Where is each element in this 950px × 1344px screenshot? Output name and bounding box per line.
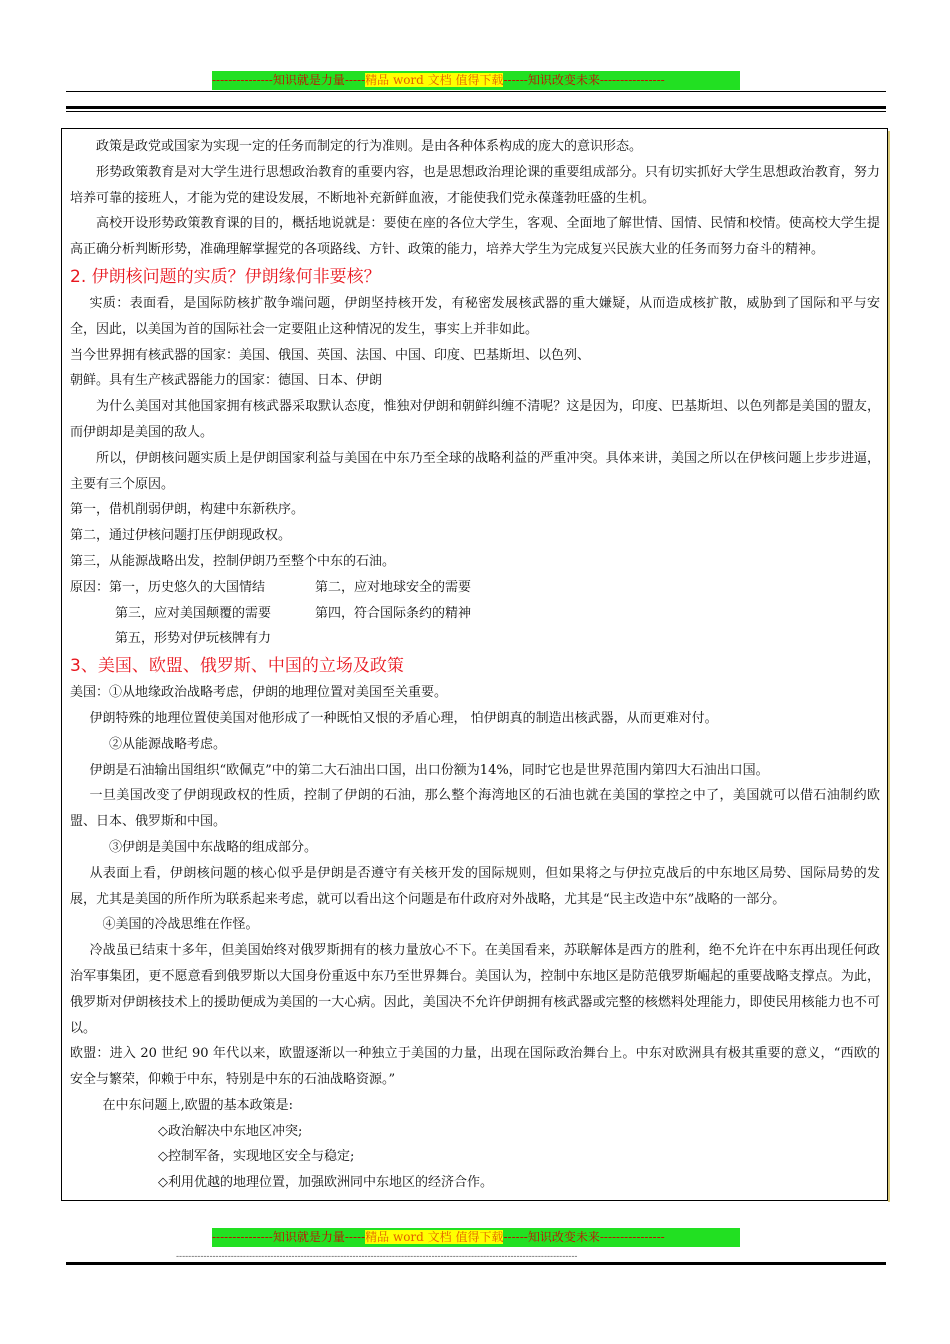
banner-dashes: ------ (503, 1230, 528, 1244)
policy-item: ◇政治解决中东地区冲突; (158, 1123, 303, 1139)
paragraph: 从表面上看，伊朗核问题的核心似乎是伊朗是否遵守有关核开发的国际规则，但如果将之与伊拉克战后的中东地区局势、国际局势的发展，尤其是美国的所作所为联系起来考虑，就可以看出这个问题是布什政府对外战略，尤其是“民主改造中东”战略的一部分。 (70, 865, 880, 907)
paragraph: ④美国的冷战思维在作怪。 (102, 917, 259, 933)
paragraph: 实质：表面看，是国际防核扩散争端问题，伊朗坚持核开发，有秘密发展核武器的重大嫌疑，从而造成核扩散，威胁到了国际和平与安全，因此，以美国为首的国际社会一定要阻止这种情况的发生，事实上并非如此。 (70, 295, 880, 337)
paragraph: 冷战虽已结束十多年，但美国始终对俄罗斯拥有的核力量放心不下。在美国看来，苏联解体是西方的胜利，绝不允许在中东再出现任何政治军事集团，更不愿意看到俄罗斯以大国身份重返中东乃至世界舞台。美国认为，控制中东地区是防范俄罗斯崛起的重要战略支撑点。为此，俄罗斯对伊朗核技术上的援助便成为美国的一大心病。因此，美国决不允许伊朗拥有核武器或完整的核燃料处理能力，即使民用核能力也不可以。 (70, 943, 880, 1036)
paragraph: 第三，从能源战略出发，控制伊朗乃至整个中东的石油。 (70, 553, 396, 569)
reason-row (70, 601, 880, 627)
reason-item: 第二，应对地球安全的需要 (315, 579, 472, 595)
reason-item: 第三，应对美国颠覆的需要 (115, 605, 272, 621)
paragraph: 第二，通过伊核问题打压伊朗现政权。 (70, 528, 292, 544)
paragraph: ③伊朗是美国中东战略的组成部分。 (109, 839, 318, 855)
footer-dashes: ------------------------------------------------------------------------------------------------------------------------------------ (176, 1252, 578, 1262)
paragraph: 第一，借机削弱伊朗，构建中东新秩序。 (70, 502, 305, 518)
section-heading-2: 2. 伊朗核问题的实质？伊朗缘何非要核？ (70, 266, 381, 287)
banner-dashes: ---------------- (599, 73, 665, 87)
paragraph: 美国：①从地缘政治战略考虑，伊朗的地理位置对美国至关重要。 (70, 685, 448, 701)
banner-dashes: ----- (344, 73, 366, 87)
reason-row (70, 575, 880, 601)
paragraph: 政策是政党或国家为实现一定的任务而制定的行为准则。是由各种体系构成的庞大的意识形态。 (96, 139, 643, 154)
header-rule (66, 91, 886, 92)
banner-dashes: ---------------- (599, 1230, 665, 1244)
paragraph: 朝鲜。具有生产核武器能力的国家：德国、日本、伊朗 (70, 373, 383, 389)
paragraph: 形势政策教育是对大学生进行思想政治教育的重要内容，也是思想政治理论课的重要组成部分。只有切实抓好大学生思想政治教育，努力培养可靠的接班人，才能为党的建设发展，不断地补充新鲜血液，才能使我们党永葆蓬勃旺盛的生机。 (70, 164, 880, 206)
policy-item: ◇控制军备，实现地区安全与稳定; (158, 1149, 355, 1165)
banner-text-download: 精品 word 文档 值得下载 (365, 73, 504, 87)
paragraph: 在中东问题上,欧盟的基本政策是: (102, 1097, 294, 1113)
header-rule-double (66, 111, 886, 112)
reason-item: 原因：第一，历史悠久的大国情结 (70, 579, 266, 595)
section-heading-3: 3、美国、欧盟、俄罗斯、中国的立场及政策 (70, 656, 404, 677)
paragraph: 为什么美国对其他国家拥有核武器采取默认态度，惟独对伊朗和朝鲜纠缠不清呢？这是因为，印度、巴基斯坦、以色列都是美国的盟友，而伊朗却是美国的敌人。 (70, 399, 880, 440)
document-body (70, 134, 880, 1196)
banner-text-power: 知识就是力量 (272, 1230, 345, 1244)
banner-dashes: --------------- (212, 73, 273, 87)
paragraph: 高校开设形势政策教育课的目的，概括地说就是：要使在座的各位大学生，客观、全面地了解世情、国情、民情和校情。使高校大学生提高正确分析判断形势，准确理解掌握党的各项路线、方针、政策的能力，培养大学生为完成复兴民族大业的任务而努力奋斗的精神。 (70, 216, 880, 258)
paragraph: 所以，伊朗核问题实质上是伊朗国家利益与美国在中东乃至全球的战略利益的严重冲突。具体来讲，美国之所以在伊核问题上步步进逼，主要有三个原因。 (70, 450, 880, 492)
banner-text-future: 知识改变未来 (527, 73, 600, 87)
header-rule-double (66, 106, 886, 109)
banner-text-download: 精品 word 文档 值得下载 (365, 1230, 504, 1244)
banner-dashes: --------------- (212, 1230, 273, 1244)
paragraph: 伊朗特殊的地理位置使美国对他形成了一种既怕又恨的矛盾心理， 怕伊朗真的制造出核武器，从而更难对付。 (89, 710, 718, 726)
paragraph: ②从能源战略考虑。 (109, 736, 227, 752)
banner-text-future: 知识改变未来 (527, 1230, 600, 1244)
paragraph: 伊朗是石油输出国组织“欧佩克”中的第二大石油出口国，出口份额为14%，同时它也是世界范围内第四大石油出口国。 (89, 762, 769, 778)
banner-dashes: ----- (344, 1230, 366, 1244)
paragraph: 一旦美国改变了伊朗现政权的性质，控制了伊朗的石油，那么整个海湾地区的石油也就在美国的掌控之中了，美国就可以借石油制约欧盟、日本、俄罗斯和中国。 (70, 788, 880, 830)
banner-dashes: ------ (503, 73, 528, 87)
header-banner (212, 71, 740, 90)
footer-banner (212, 1228, 740, 1247)
footer-rule (66, 1262, 886, 1265)
reason-item: 第四，符合国际条约的精神 (315, 605, 472, 621)
policy-item: ◇利用优越的地理位置，加强欧洲同中东地区的经济合作。 (158, 1175, 493, 1191)
reason-item: 第五，形势对伊玩核牌有力 (115, 631, 272, 647)
banner-text-power: 知识就是力量 (272, 73, 345, 87)
paragraph: 欧盟：进入 20 世纪 90 年代以来，欧盟逐渐以一种独立于美国的力量，出现在国际政治舞台上。中东对欧洲具有极其重要的意义，“西欧的安全与繁荣，仰赖于中东，特别是中东的石油战略资源。” (70, 1046, 880, 1088)
paragraph: 当今世界拥有核武器的国家：美国、俄国、英国、法国、中国、印度、巴基斯坦、以色列、 (70, 347, 591, 363)
